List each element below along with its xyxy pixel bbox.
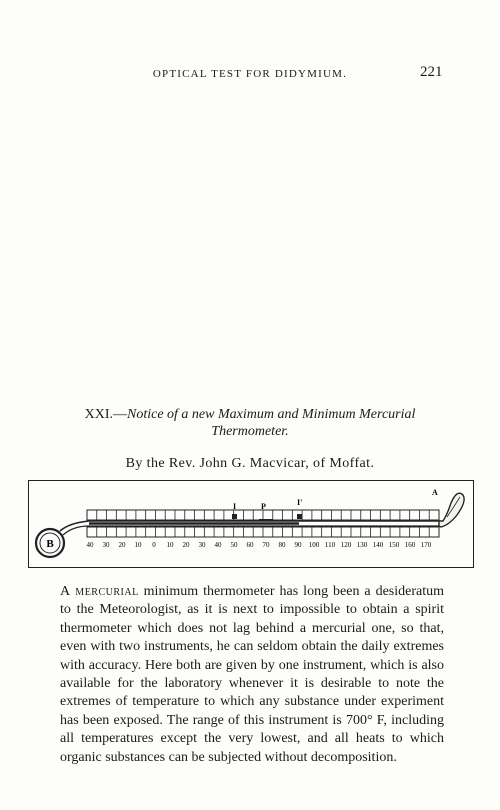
body-paragraph [60, 583, 444, 767]
scale-number: 90 [294, 541, 302, 549]
scale-number: 150 [388, 541, 400, 549]
thermometer-figure [28, 480, 474, 568]
scale-numbers [87, 541, 432, 549]
article-number: XXI.— [84, 407, 127, 422]
scale-number: 100 [308, 541, 320, 549]
running-title: OPTICAL TEST FOR DIDYMIUM. [152, 68, 348, 80]
scale-number: 10 [134, 541, 142, 549]
scale-number: 20 [182, 541, 190, 549]
scale-number: 140 [372, 541, 384, 549]
scale-number: 60 [246, 541, 254, 549]
article-title [60, 406, 440, 440]
label-I-prime: I' [297, 498, 303, 507]
label-P: P [261, 502, 266, 511]
scale-number: 40 [86, 541, 94, 549]
lead-small-caps: A mercurial [60, 584, 139, 599]
scale-number: 80 [278, 541, 286, 549]
scale-number: 30 [198, 541, 206, 549]
scale-number: 120 [340, 541, 352, 549]
scale-number: 20 [118, 541, 126, 549]
index-P-mark [259, 519, 273, 521]
scale-number: 170 [420, 541, 432, 549]
scale-number: 30 [102, 541, 110, 549]
index-I-prime-mark [297, 514, 302, 519]
scale-number: 10 [166, 541, 174, 549]
thermometer-diagram [29, 481, 473, 567]
index-I-mark [232, 514, 237, 519]
page-number: 221 [420, 64, 443, 80]
running-head [0, 64, 500, 84]
scale-number: 160 [404, 541, 416, 549]
paragraph-text: minimum thermometer has long been a desideratum to the Meteorologist, as it is next to impossible to obtain a spirit thermometer which does not lag behind a mercurial one, so that, even with two instruments, he can seldom obtain the daily extremes with accuracy. Here both are given by one instrument, which is also available for the laboratory whenever it is desirable to note the extremes of temperature to which any substance under experiment has been exposed. The range of this instrument is 700° F, including all temperatures except the very lowest, and all heats to which organic substances can be subjected without decomposition. [60, 584, 445, 765]
article-title-text: Notice of a new Maximum and Minimum Mercurial Thermometer. [127, 407, 416, 439]
label-B: B [46, 538, 54, 550]
scale-number: 40 [214, 541, 222, 549]
scale-number: 70 [262, 541, 270, 549]
label-A: A [432, 488, 438, 497]
label-I: I [233, 502, 237, 511]
scale-number: 110 [324, 541, 336, 549]
scale-number: 130 [356, 541, 368, 549]
byline: By the Rev. John G. Macvicar, of Moffat. [125, 456, 375, 471]
scale-number: 50 [230, 541, 238, 549]
scale-number: 0 [152, 541, 156, 549]
